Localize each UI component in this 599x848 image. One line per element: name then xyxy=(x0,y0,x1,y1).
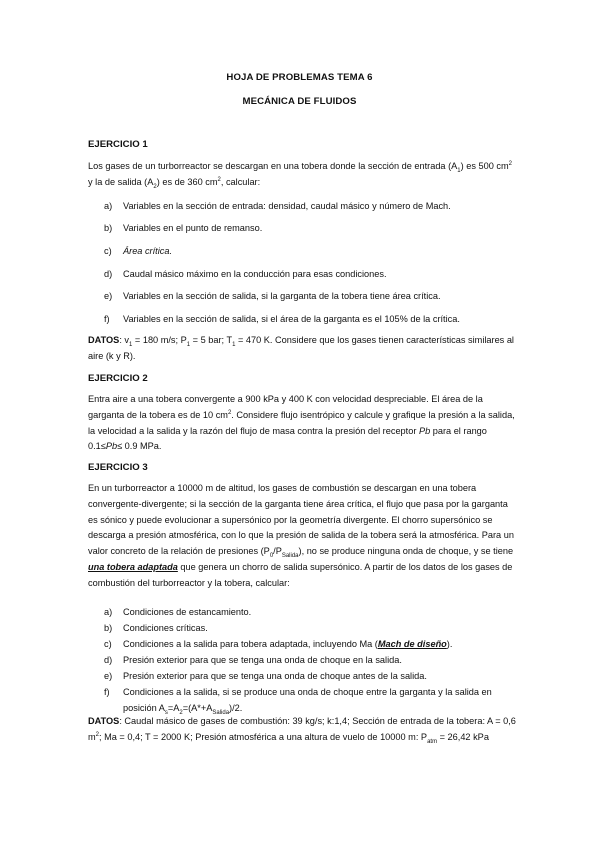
exercise-1-item-d: d) Caudal másico máximo en la conducción para esas condiciones. xyxy=(104,269,387,279)
exercise-3-data: DATOS: Caudal másico de gases de combustión: 39 kg/s; k:1,4; Sección de entrada de la tobera: A = 0,6 $m^2$; Ma = 0,4; T = 2000 K; Presión atmosférica a una altura de vuelo de 10000 m: $P_{atm} = 26,42$ kPa xyxy=(88,716,516,745)
exercise-1-item-e: e) Variables en la sección de salida, si la garganta de la tobera tiene área crítica. xyxy=(104,291,441,301)
exercise-3-item-d: d) Presión exterior para que se tenga una onda de choque en la salida. xyxy=(104,655,402,665)
exercise-3-statement: En un turborreactor a 10000 m de altitud, los gases de combustión se descargan en una tobera convergente-divergente; si la sección de la garganta tiene área crítica, el flujo que pasa por la garganta es sónico y puede evolucionar a supersónico por la geometría divergente. El chorro supersónico se descarga a presión atmosférica, con lo que la presión de salida de la tobera será la atmosférica. Para un valor concreto de la relación de presiones $(P_0/P_{Salida})$, no se produce ninguna onda de choque, y se tiene una tobera adaptada que genera un chorro de salida supersónico. A partir de los datos de los gases de combustión del turborreactor y la tobera, calcular: xyxy=(88,483,514,588)
exercise-3-item-e: e) Presión exterior para que se tenga una onda de choque antes de la salida. xyxy=(104,671,427,681)
exercise-3-item-b: b) Condiciones críticas. xyxy=(104,623,208,633)
exercise-3-item-a: a) Condiciones de estancamiento. xyxy=(104,607,252,617)
document-title: HOJA DE PROBLEMAS TEMA 6 xyxy=(226,72,373,83)
document-subtitle: MECÁNICA DE FLUIDOS xyxy=(242,96,357,107)
exercise-1-data: DATOS: $v_1 = 180$ m/s; $P_1 = 5$ bar; $T_1 = 470$ K. Considere que los gases tienen características similares al aire (k y R). xyxy=(88,335,514,361)
exercise-2-statement: Entra aire a una tobera convergente a 900 kPa y 400 K con velocidad despreciable. El área de la garganta de la tobera es de 10 $cm^2$. Considere flujo isentrópico y calcule y grafique la presión a la salida, la velocidad a la salida y la razón del flujo de masa contra la presión del receptor Pb para el rango 0.1≤Pb≤ 0.9 MPa. xyxy=(88,394,515,452)
exercise-1-item-f: f) Variables en la sección de salida, si el área de la garganta es el 105% de la crítica. xyxy=(104,314,460,324)
exercise-1-intro: Los gases de un turborreactor se descargan en una tobera donde la sección de entrada $(A_1)$ es 500 $cm^2$ y la de salida $(A_2)$ es de 360 $cm^2$, calcular: xyxy=(88,160,512,190)
exercise-2-heading: EJERCICIO 2 xyxy=(88,373,148,384)
exercise-1-item-b: b) Variables en el punto de remanso. xyxy=(104,223,263,233)
exercise-3-item-f: f) Condiciones a la salida, si se produce una onda de choque entre la garganta y la salida en posición $A_s=A_2=(A*+A_{Salida})/2$. xyxy=(104,687,492,716)
exercise-1-item-c: c) Área crítica. xyxy=(104,246,173,256)
exercise-3-item-c: c) Condiciones a la salida para tobera adaptada, incluyendo Ma (Mach de diseño). xyxy=(104,639,453,649)
exercise-1-item-a: a) Variables en la sección de entrada: densidad, caudal másico y número de Mach. xyxy=(104,201,451,211)
exercise-3-heading: EJERCICIO 3 xyxy=(88,462,148,473)
exercise-1-heading: EJERCICIO 1 xyxy=(88,139,148,150)
